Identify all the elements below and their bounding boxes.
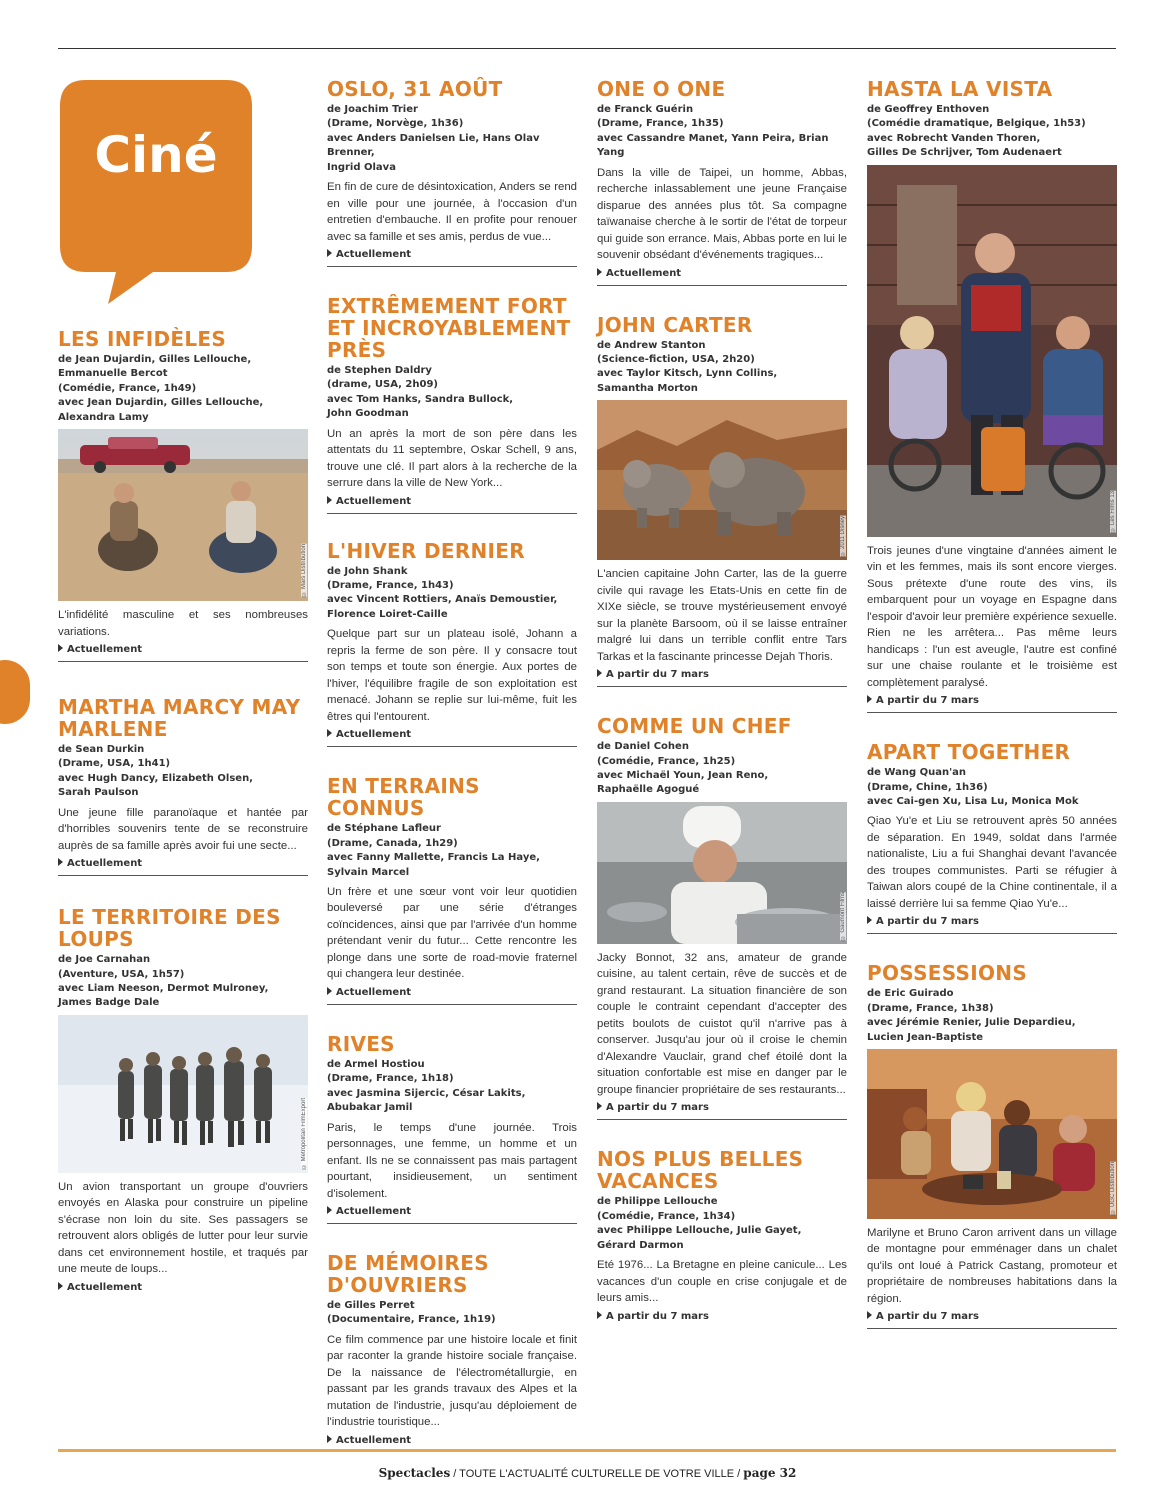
credit-line: avec Taylor Kitsch, Lynn Collins, [597, 368, 778, 380]
credit-line: avec Liam Neeson, Dermot Mulroney, [58, 982, 269, 994]
film-credits [327, 1058, 577, 1116]
film-hasta-la-vista [867, 78, 1117, 713]
release-date [597, 1310, 847, 1328]
release-date [58, 857, 308, 876]
credit-line: Emmanuelle Bercot [58, 368, 168, 380]
film-apart-together [867, 741, 1117, 934]
credit-line: de Stephen Daldry [327, 365, 432, 377]
film-synopsis: Un an après la mort de son père dans les attentats du 11 septembre, Oskar Schell, 9 ans, trouve une clé. Il part alors à la recherche de la serrure dans la ville de New York... [327, 427, 577, 490]
film-possessions [867, 962, 1117, 1329]
credit-line: Samantha Morton [597, 382, 698, 394]
film-synopsis: L'infidélité masculine et ses nombreuses variations. [58, 609, 308, 638]
credit-line: (Drame, Chine, 1h36) [867, 781, 988, 793]
credit-line: avec Anders Danielsen Lie, Hans Olav Brenner, [327, 132, 540, 159]
page-footer [0, 1466, 1175, 1480]
film-oslo [327, 78, 577, 267]
credit-line: de Philippe Lellouche [597, 1196, 718, 1208]
credit-line: avec Hugh Dancy, Elizabeth Olsen, [58, 772, 253, 784]
release-date [597, 1101, 847, 1120]
credit-line: avec Cassandre Manet, Yann Peira, Brian Yang [597, 132, 829, 159]
credit-line: (drame, USA, 2h09) [327, 379, 438, 391]
credit-line: (Comédie dramatique, Belgique, 1h53) [867, 118, 1086, 130]
film-title: OSLO, 31 AOÛT [327, 77, 503, 101]
credit-line: (Drame, France, 1h43) [327, 580, 454, 592]
credit-line: de Eric Guirado [867, 988, 954, 1000]
arrow-icon [58, 644, 63, 652]
credit-line: James Badge Dale [58, 997, 160, 1009]
film-title: NOS PLUS BELLES VACANCES [597, 1147, 804, 1194]
credit-line: de Andrew Stanton [597, 339, 706, 351]
film-credits [597, 103, 847, 161]
film-synopsis: En fin de cure de désintoxication, Anders se rend en ville pour une journée, à l'occasion d'un entretien d'embauche. Il en profite pour renouer avec sa famille et ses amis, perdus de vue... [327, 181, 577, 243]
credit-line: (Documentaire, France, 1h19) [327, 1314, 496, 1326]
three-friends-image [867, 165, 1117, 537]
credit-line: (Comédie, France, 1h49) [58, 382, 197, 394]
credit-line: (Drame, France, 1h35) [597, 118, 724, 130]
release-date [867, 1310, 1117, 1329]
film-credits [327, 364, 577, 422]
film-territoire-des-loups [58, 906, 308, 1299]
film-title: POSSESSIONS [867, 961, 1028, 986]
credit-line: avec Philippe Lellouche, Julie Gayet, [597, 1225, 802, 1237]
credit-line: de Joe Carnahan [58, 954, 151, 966]
section-tab-marker [0, 660, 30, 724]
film-synopsis: Ce film commence par une histoire locale et finit par raconter la grande histoire sociale française. De la naissance de l'électrométallurgie, en passant par les grands travaux des Alpes et la mutation de l'industrie, jusqu'au déploiement de l'industrie touristique... [327, 1333, 577, 1429]
release-date [867, 915, 1117, 934]
credit-line: (Aventure, USA, 1h57) [58, 968, 185, 980]
credit-line: (Drame, Canada, 1h29) [327, 837, 458, 849]
credit-line: (Drame, France, 1h38) [867, 1002, 994, 1014]
film-synopsis: L'ancien capitaine John Carter, las de la guerre civile qui ravage les Etats-Unis en cette fin de XIXe siècle, se trouve mystérieusement envoyé sur la planète Barsoom, où il se laisse entraîner malgré lui dans un terrible conflit entre Tars Tarkas et la fascinante princesse Dejah Thoris. [597, 568, 847, 663]
photo-credit: © UGC Distribution [1110, 1162, 1116, 1215]
photo-credit: © Les Films 13 [1110, 490, 1116, 533]
credit-line: avec Jasmina Sijercic, César Lakits, [327, 1087, 526, 1099]
release-date-label: Actuellement [336, 249, 412, 261]
film-credits [327, 565, 577, 623]
film-title: L'HIVER DERNIER [327, 538, 525, 563]
credit-line: avec Tom Hanks, Sandra Bullock, [327, 393, 514, 405]
cine-badge [58, 76, 254, 316]
column-3 [597, 78, 847, 1346]
photo-hasta-la-vista [867, 165, 1117, 537]
photo-les-infideles [58, 429, 308, 601]
film-title: RIVES [327, 1031, 395, 1056]
arrow-icon [867, 695, 872, 703]
film-title: COMME UN CHEF [597, 714, 792, 739]
film-john-carter [597, 314, 847, 688]
release-date-label: Actuellement [336, 1206, 412, 1218]
film-nos-plus-belles-vacances [597, 1148, 847, 1327]
footer-rule [58, 1449, 1116, 1452]
release-date-label: A partir du 7 mars [876, 1311, 979, 1323]
credit-line: John Goodman [327, 408, 409, 420]
film-credits [58, 353, 308, 425]
page-number: page 32 [743, 1466, 797, 1480]
film-credits [327, 1299, 577, 1328]
release-date-label: A partir du 7 mars [606, 669, 709, 681]
release-date-label: Actuellement [67, 644, 143, 656]
film-title: EN TERRAINS CONNUS [327, 774, 480, 821]
column-4 [867, 78, 1117, 1347]
credit-line: avec Michaël Youn, Jean Reno, [597, 770, 769, 782]
film-credits [867, 766, 1117, 809]
film-credits [327, 103, 577, 175]
credit-line: Gilles De Schrijver, Tom Audenaert [867, 147, 1062, 159]
arrow-icon [597, 268, 602, 276]
film-rives [327, 1033, 577, 1224]
release-date [58, 1281, 308, 1299]
arrow-icon [327, 1435, 332, 1443]
credit-line: de Daniel Cohen [597, 741, 689, 753]
film-extremement-fort [327, 295, 577, 514]
release-date-label: A partir du 7 mars [876, 695, 979, 707]
photo-possessions [867, 1049, 1117, 1219]
film-title: APART TOGETHER [867, 740, 1071, 765]
film-en-terrains-connus [327, 775, 577, 1005]
release-date-label: Actuellement [606, 267, 682, 279]
credit-line: Lucien Jean-Baptiste [867, 1031, 984, 1043]
film-synopsis: Un frère et une sœur vont voir leur quotidien bouleversé par une série d'étranges coïncidences, ainsi que par l'arrivée d'un homme prétendant venir du futur... Cette rencontre les plonge dans une sorte de road-movie fraternel qui changera leur destinée. [327, 885, 577, 981]
film-memoires-ouvriers [327, 1252, 577, 1452]
photo-comme-un-chef [597, 802, 847, 944]
arrow-icon [58, 1282, 63, 1290]
release-date [327, 986, 577, 1005]
film-credits [597, 740, 847, 798]
chef-kitchen-image [597, 802, 847, 944]
credit-line: avec Jean Dujardin, Gilles Lellouche, [58, 397, 264, 409]
film-comme-un-chef [597, 715, 847, 1120]
release-date-label: A partir du 7 mars [606, 1310, 709, 1322]
release-date-label: A partir du 7 mars [876, 916, 979, 928]
cine-badge-label: Ciné [94, 126, 218, 184]
film-synopsis: Qiao Yu'e et Liu se retrouvent après 50 années de séparation. En 1949, soldat dans l'armée nationaliste, Liu a fui Shanghai devant l'avancée des troupes communistes. Parti se réfugier à Taiwan alors coupé de la Chine continentale, il a laissé derrière lui sa femme Qiao Yu'e... [867, 815, 1117, 910]
photo-credit: © Metropolitan FilmExport [301, 1097, 307, 1169]
credit-line: de Stéphane Lafleur [327, 823, 441, 835]
film-credits [597, 1195, 847, 1253]
release-date-label: Actuellement [336, 1434, 412, 1446]
arrow-icon [327, 1206, 332, 1214]
release-date [597, 267, 847, 286]
magazine-brand: Spectacles [378, 1466, 451, 1480]
credit-line: de Gilles Perret [327, 1300, 415, 1312]
film-title: ONE O ONE [597, 77, 726, 101]
photo-territoire-des-loups [58, 1015, 308, 1173]
credit-line: avec Fanny Mallette, Francis La Haye, [327, 852, 540, 864]
footer-tagline: / TOUTE L'ACTUALITÉ CULTURELLE DE VOTRE VILLE / [453, 1468, 741, 1480]
film-title: LES INFIDÈLES [58, 327, 227, 351]
release-date [58, 643, 308, 662]
credit-line: de Franck Guérin [597, 104, 694, 115]
film-title: LE TERRITOIRE DES LOUPS [58, 905, 281, 952]
photo-credit: © Gaumont Films [840, 891, 846, 940]
arrow-icon [867, 916, 872, 924]
release-date-label: Actuellement [67, 858, 143, 870]
release-date [867, 694, 1117, 713]
arrow-icon [327, 496, 332, 504]
release-date [327, 248, 577, 267]
snow-group-image [58, 1015, 308, 1173]
film-synopsis: Eté 1976... La Bretagne en pleine canicule... Les vacances d'un couple en crise conjugale et de leurs amis... [597, 1259, 847, 1304]
credit-line: de John Shank [327, 565, 408, 577]
release-date-label: Actuellement [336, 495, 412, 507]
credit-line: Gérard Darmon [597, 1239, 684, 1251]
credit-line: (Drame, Norvège, 1h36) [327, 118, 464, 130]
film-synopsis: Une jeune fille paranoïaque et hantée par d'horribles souvenirs tente de se reconstruire auprès de sa famille après avoir fui une secte... [58, 806, 308, 852]
arrow-icon [327, 729, 332, 737]
credit-line: (Science-fiction, USA, 2h20) [597, 354, 755, 366]
arrow-icon [327, 249, 332, 257]
photo-credit: © Mars Distribution [301, 544, 307, 598]
film-synopsis: Trois jeunes d'une vingtaine d'années aiment le vin et les femmes, mais ils sont encore vierges. Sous prétexte d'une route des vins, ils embarquent pour un voyage en Espagne dans l'espoir d'avoir leur première expérience sexuelle. Rien ne les arrêtera... Pas même leurs handicaps : l'un est aveugle, l'autre est confiné sur une chaise roulante et le troisième est complètement paralysé. [867, 544, 1117, 689]
column-2 [327, 78, 577, 1470]
column-1 [58, 76, 308, 1317]
credit-line: avec Jérémie Renier, Julie Depardieu, [867, 1017, 1076, 1029]
film-credits [58, 743, 308, 801]
credit-line: avec Vincent Rottiers, Anaïs Demoustier, [327, 594, 558, 606]
credit-line: de Jean Dujardin, Gilles Lellouche, [58, 354, 252, 365]
film-credits [867, 987, 1117, 1045]
film-synopsis: Marilyne et Bruno Caron arrivent dans un village de montagne pour emménager dans un chalet qu'ils ont loué à Patrick Castang, promoteur et propriétaire de nombreuses habitations dans la région. [867, 1226, 1117, 1305]
desert-men-image [58, 429, 308, 601]
film-one-o-one [597, 78, 847, 286]
film-title: HASTA LA VISTA [867, 77, 1053, 101]
film-credits [327, 822, 577, 880]
credit-line: de Sean Durkin [58, 744, 145, 756]
speech-bubble-icon [58, 76, 254, 316]
film-title: JOHN CARTER [597, 312, 753, 337]
film-synopsis: Un avion transportant un groupe d'ouvriers envoyés en Alaska pour construire un pipeline s'écrase non loin du site. Ses passagers se retrouvent alors obligés de lutter pour leur survie dans cet environnement hostile, et traqués par une meute de loups... [58, 1180, 308, 1276]
creatures-canyon-image [597, 400, 847, 560]
film-title: MARTHA MARCY MAY MARLENE [58, 695, 301, 742]
release-date-label: Actuellement [336, 729, 412, 741]
credit-line: Ingrid Olava [327, 161, 396, 173]
release-date-label: Actuellement [336, 986, 412, 998]
credit-line: Alexandra Lamy [58, 411, 149, 423]
release-date [327, 1205, 577, 1224]
release-date [327, 728, 577, 747]
credit-line: Sylvain Marcel [327, 866, 410, 878]
arrow-icon [58, 858, 63, 866]
credit-line: (Drame, France, 1h18) [327, 1073, 454, 1085]
credit-line: de Armel Hostiou [327, 1058, 425, 1070]
top-rule [58, 48, 1116, 49]
credit-line: avec Robrecht Vanden Thoren, [867, 132, 1041, 144]
credit-line: (Comédie, France, 1h34) [597, 1210, 736, 1222]
arrow-icon [867, 1311, 872, 1319]
credit-line: Raphaëlle Agogué [597, 784, 700, 796]
arrow-icon [597, 669, 602, 677]
arrow-icon [597, 1102, 602, 1110]
release-date-label: Actuellement [67, 1281, 143, 1293]
photo-john-carter [597, 400, 847, 560]
film-credits [597, 339, 847, 397]
release-date-label: A partir du 7 mars [606, 1102, 709, 1114]
film-synopsis: Quelque part sur un plateau isolé, Johann a repris la ferme de son père. Il y consacre tout son temps et toute son énergie. Aux portes de l'hiver, l'équilibre fragile de son exploitation est menacé. Johann se replie sur lui-même, fuit les êtres qui l'entourent. [327, 628, 577, 723]
film-credits [58, 953, 308, 1011]
family-living-room-image [867, 1049, 1117, 1219]
film-les-infideles [58, 328, 308, 662]
film-synopsis: Jacky Bonnot, 32 ans, amateur de grande cuisine, au talent certain, rêve de succès et de grand restaurant. La situation financière de son couple le contraint cependant d'accepter des petits boulots de cuistot qu'il n'arrive pas à conserver. Jusqu'au jour où il croise le chemin d'Alexandre Vauclair, grand chef étoilé dont la situation confortable est mise en danger par le groupe financier propriétaire de ses restaurants... [597, 951, 847, 1096]
credit-line: (Comédie, France, 1h25) [597, 755, 736, 767]
arrow-icon [327, 987, 332, 995]
film-credits [867, 103, 1117, 161]
credit-line: de Geoffrey Enthoven [867, 104, 990, 115]
credit-line: Abubakar Jamil [327, 1102, 413, 1114]
credit-line: de Joachim Trier [327, 104, 418, 115]
film-title: DE MÉMOIRES D'OUVRIERS [327, 1251, 489, 1298]
credit-line: avec Cai-gen Xu, Lisa Lu, Monica Mok [867, 795, 1079, 807]
film-synopsis: Paris, le temps d'une journée. Trois personnages, une femme, un homme et un enfant. Ils ne se connaissent pas mais partagent pourtant, insidieusement, un sentiment d'isolement. [327, 1121, 577, 1200]
arrow-icon [597, 1311, 602, 1319]
release-date [327, 495, 577, 514]
photo-credit: © 2011 Disney [840, 515, 846, 557]
credit-line: de Wang Quan'an [867, 767, 967, 779]
film-hiver-dernier [327, 540, 577, 748]
release-date [597, 668, 847, 687]
credit-line: (Drame, USA, 1h41) [58, 758, 171, 770]
credit-line: Sarah Paulson [58, 787, 139, 799]
film-martha [58, 696, 308, 876]
film-title: EXTRÊMEMENT FORT ET INCROYABLEMENT PRÈS [327, 294, 571, 363]
film-synopsis: Dans la ville de Taipei, un homme, Abbas, recherche inlassablement une jeune Française disparue des années plus tôt. Sa compagne taïwanaise cherche à le sortir de l'état de torpeur qui guide son errance. Mais, Abbas porte en lui le souvenir obsédant d'événements tragiques... [597, 166, 847, 262]
credit-line: Florence Loiret-Caille [327, 608, 448, 620]
